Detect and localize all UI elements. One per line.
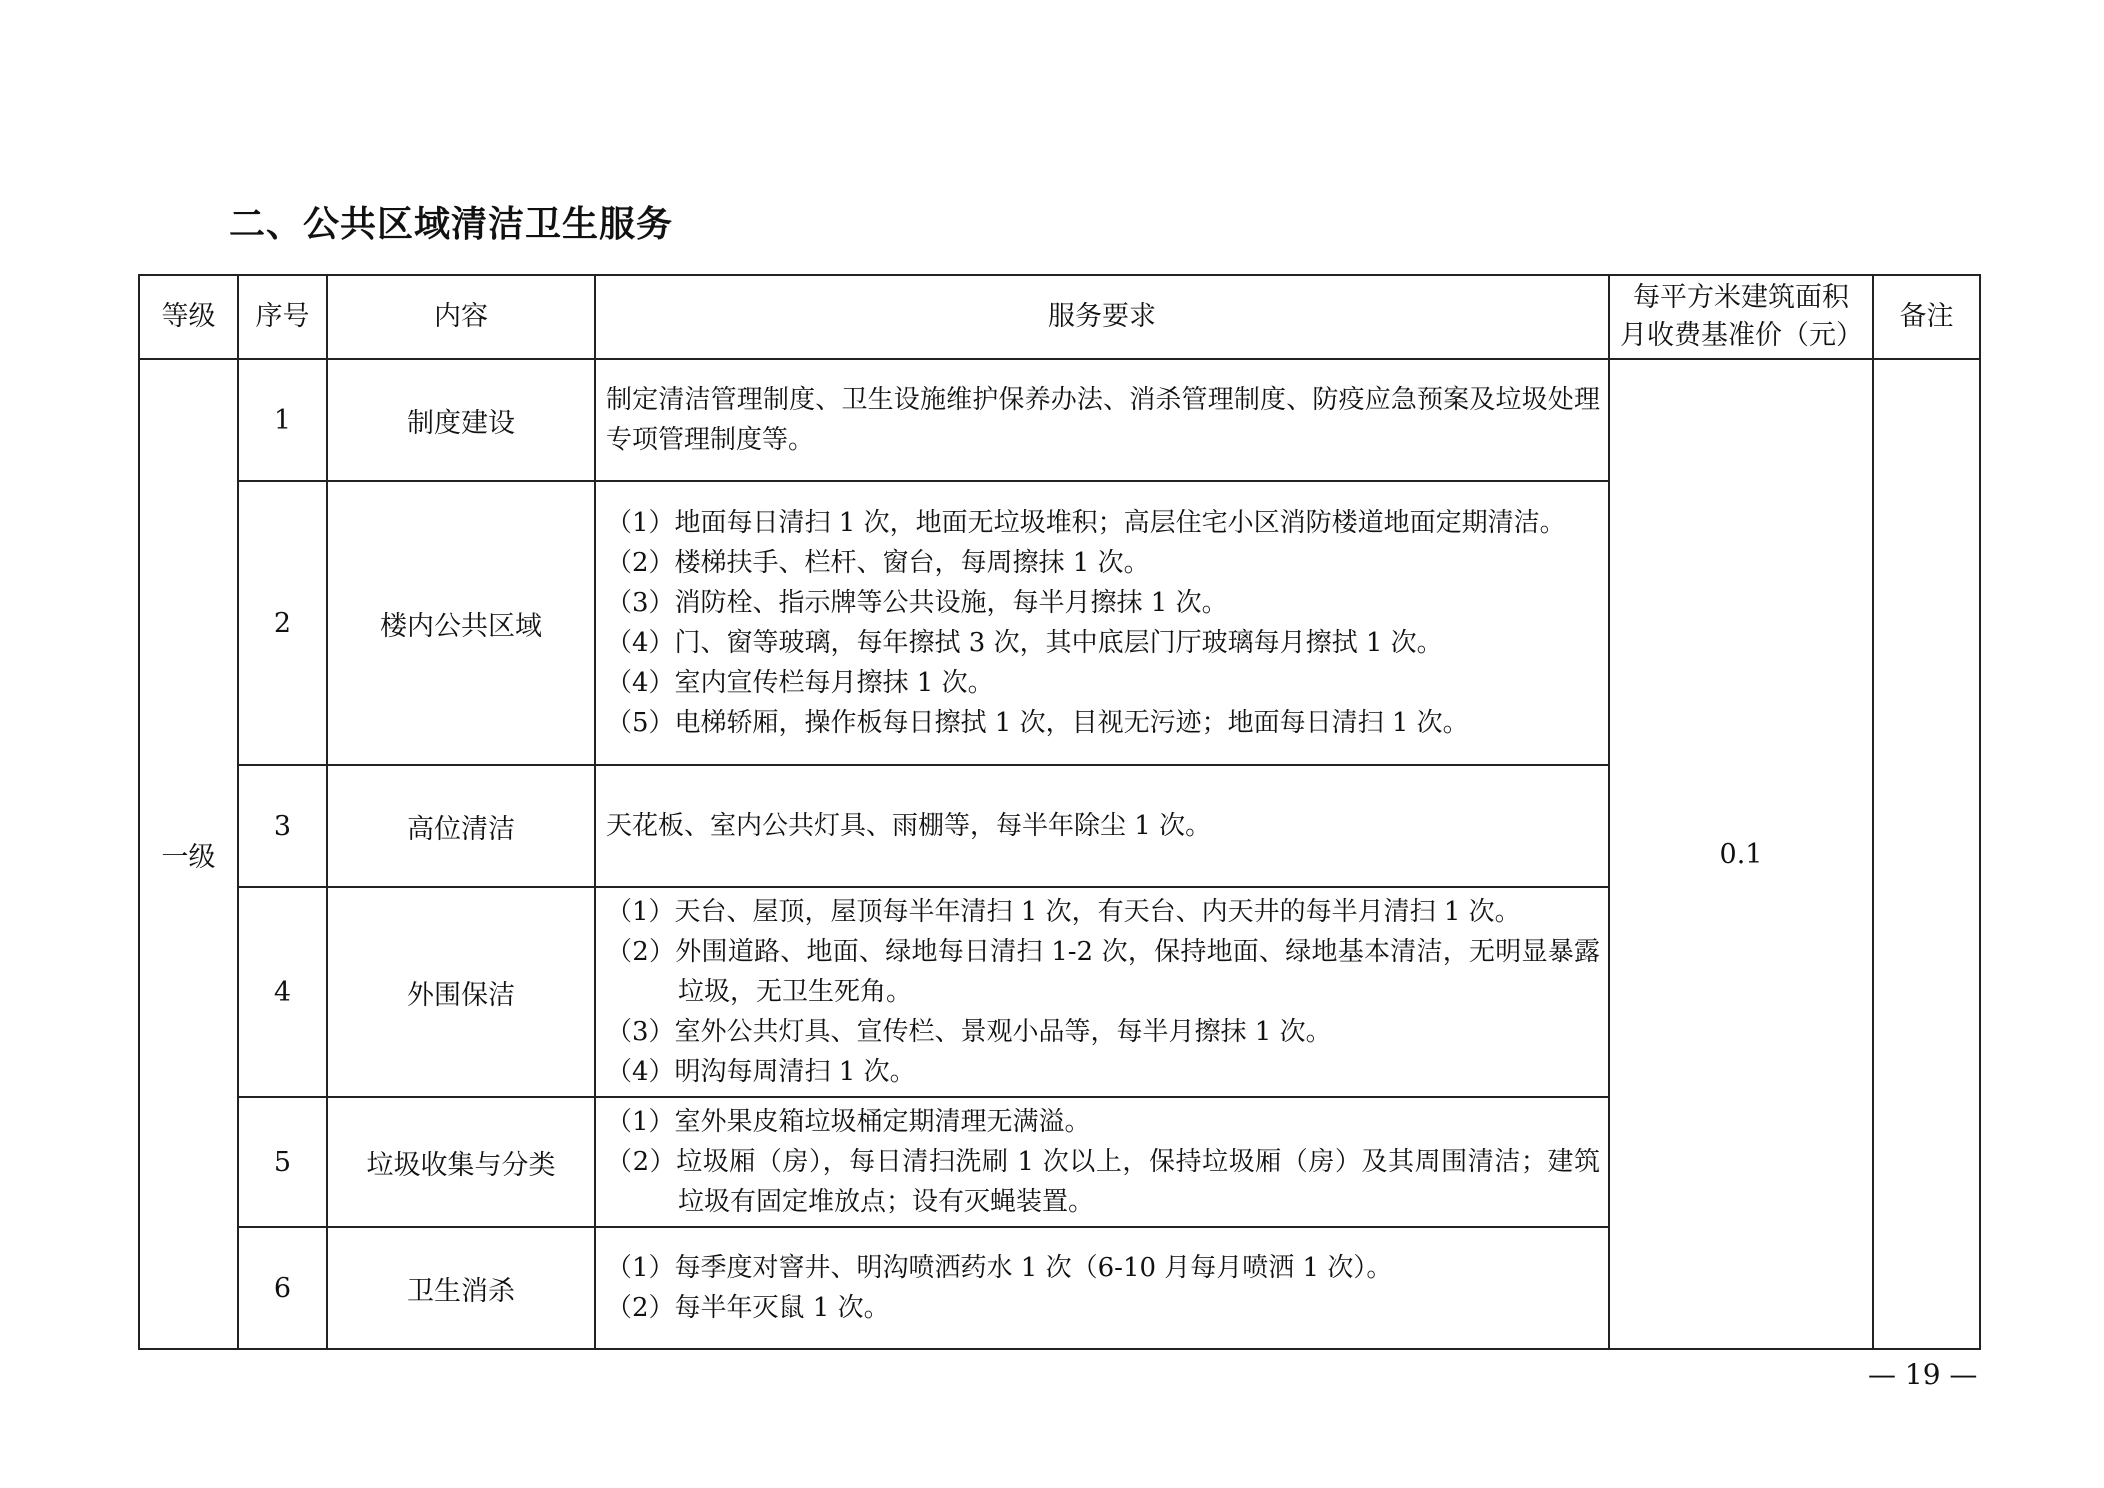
requirement-line: （2）每半年灭鼠 1 次。 <box>606 1293 890 1323</box>
requirement-line: （1）室外果皮箱垃圾桶定期清理无满溢。 <box>606 1107 1091 1137</box>
grade-cell: 一级 <box>139 359 238 1349</box>
requirement-line: （5）电梯轿厢，操作板每日擦拭 1 次，目视无污迹；地面每日清扫 1 次。 <box>606 708 1469 738</box>
header-remark: 备注 <box>1873 275 1980 359</box>
requirement-text: 制定清洁管理制度、卫生设施维护保养办法、消杀管理制度、防疫应急预案及垃圾处理专项管理制度等。 <box>606 385 1600 455</box>
page-number: — 19 — <box>1868 1358 1978 1391</box>
requirement-cell <box>595 1227 1609 1349</box>
service-standard-table <box>138 274 1981 1350</box>
header-price: 每平方米建筑面积月收费基准价（元） <box>1609 275 1873 359</box>
content-cell: 垃圾收集与分类 <box>327 1097 595 1227</box>
requirement-line: （2）垃圾厢（房），每日清扫洗刷 1 次以上，保持垃圾厢（房）及其周围清洁；建筑垃圾有固定堆放点；设有灭蝇装置。 <box>606 1147 1600 1217</box>
requirement-line: （4）室内宣传栏每月擦抹 1 次。 <box>606 668 994 698</box>
requirement-cell <box>595 887 1609 1097</box>
requirement-line: （4）门、窗等玻璃，每年擦拭 3 次，其中底层门厅玻璃每月擦拭 1 次。 <box>606 628 1443 658</box>
table-row <box>139 359 1980 481</box>
table-header-row <box>139 275 1980 359</box>
content-cell: 外围保洁 <box>327 887 595 1097</box>
requirement-line: （2）外围道路、地面、绿地每日清扫 1-2 次，保持地面、绿地基本清洁，无明显暴露垃圾，无卫生死角。 <box>606 937 1600 1007</box>
requirement-line: （2）楼梯扶手、栏杆、窗台，每周擦抹 1 次。 <box>606 548 1150 578</box>
remark-cell <box>1873 359 1980 1349</box>
requirement-line: （1）地面每日清扫 1 次，地面无垃圾堆积；高层住宅小区消防楼道地面定期清洁。 <box>606 508 1566 538</box>
seq-cell: 4 <box>238 887 327 1097</box>
requirement-line: （3）消防栓、指示牌等公共设施，每半月擦抹 1 次。 <box>606 588 1228 618</box>
seq-cell: 3 <box>238 765 327 887</box>
content-cell: 卫生消杀 <box>327 1227 595 1349</box>
requirement-line: （1）每季度对窨井、明沟喷洒药水 1 次（6-10 月每月喷洒 1 次）。 <box>606 1253 1393 1283</box>
requirement-cell <box>595 1097 1609 1227</box>
header-content: 内容 <box>327 275 595 359</box>
seq-cell: 6 <box>238 1227 327 1349</box>
seq-cell: 1 <box>238 359 327 481</box>
requirement-cell <box>595 765 1609 887</box>
requirement-line: （4）明沟每周清扫 1 次。 <box>606 1057 916 1087</box>
requirement-text: 天花板、室内公共灯具、雨棚等，每半年除尘 1 次。 <box>606 811 1212 841</box>
content-cell: 制度建设 <box>327 359 595 481</box>
requirement-cell <box>595 481 1609 765</box>
requirement-cell <box>595 359 1609 481</box>
seq-cell: 2 <box>238 481 327 765</box>
content-cell: 高位清洁 <box>327 765 595 887</box>
seq-cell: 5 <box>238 1097 327 1227</box>
price-cell: 0.1 <box>1609 359 1873 1349</box>
section-title: 二、公共区域清洁卫生服务 <box>229 204 674 245</box>
header-requirement: 服务要求 <box>595 275 1609 359</box>
requirement-line: （3）室外公共灯具、宣传栏、景观小品等，每半月擦抹 1 次。 <box>606 1017 1332 1047</box>
header-seq: 序号 <box>238 275 327 359</box>
requirement-line: （1）天台、屋顶，屋顶每半年清扫 1 次，有天台、内天井的每半月清扫 1 次。 <box>606 897 1521 927</box>
header-grade: 等级 <box>139 275 238 359</box>
content-cell: 楼内公共区域 <box>327 481 595 765</box>
